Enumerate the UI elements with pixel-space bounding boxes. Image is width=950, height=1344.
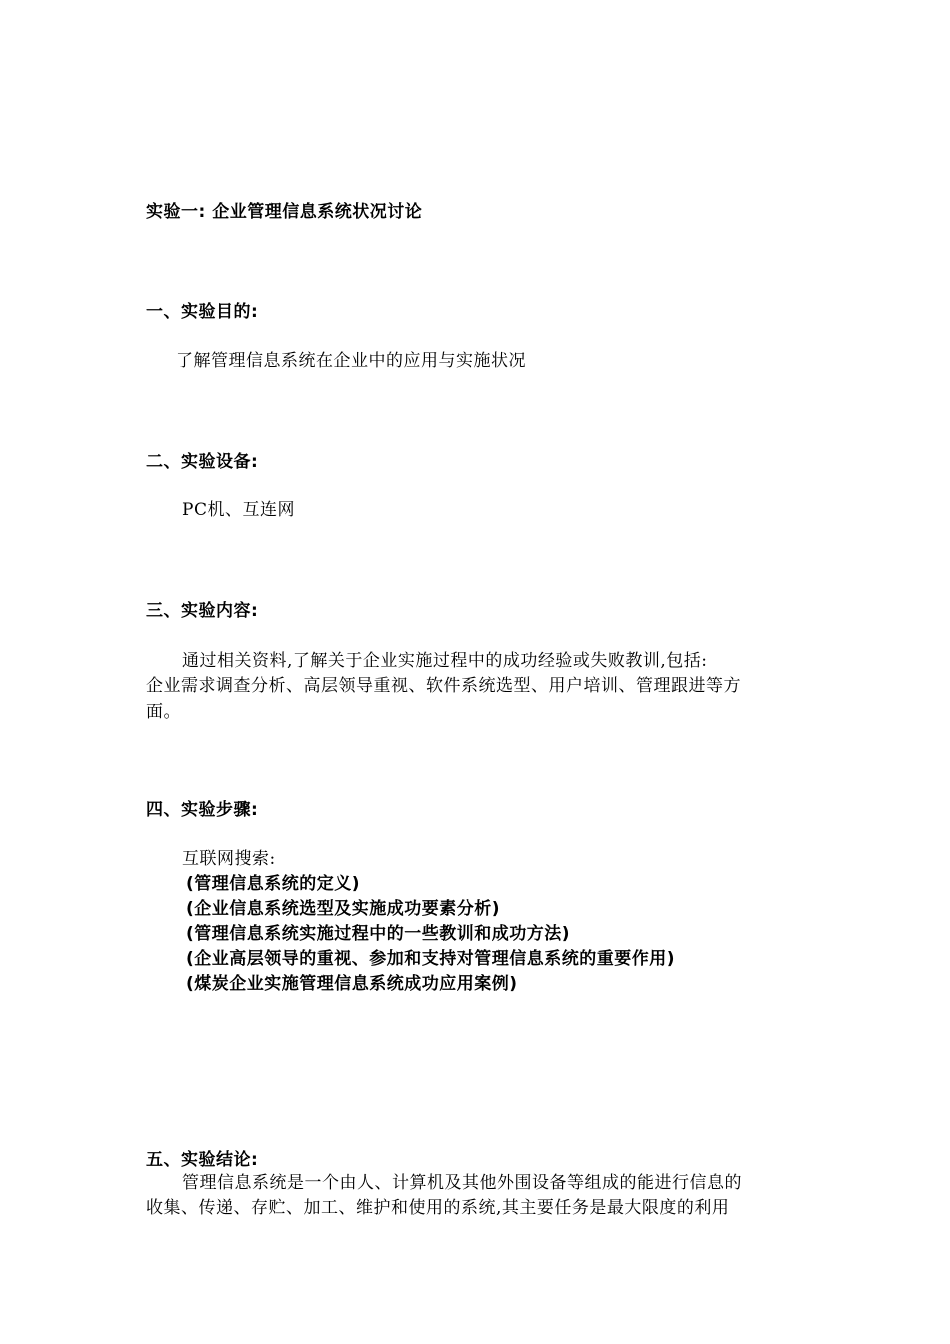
section-text-conclusion-line-1: 管理信息系统是一个由人、计算机及其他外围设备等组成的能进行信息的 <box>182 1173 742 1193</box>
section-heading-content: 三、实验内容: <box>146 601 259 621</box>
section-text-steps: 互联网搜索: <box>182 849 276 869</box>
section-heading-conclusion: 五、实验结论: <box>146 1150 259 1170</box>
section-heading-equipment: 二、实验设备: <box>146 452 259 472</box>
search-item: (企业高层领导的重视、参加和支持对管理信息系统的重要作用) <box>186 949 676 969</box>
section-text-conclusion-line-2: 收集、传递、存贮、加工、维护和使用的系统,其主要任务是最大限度的利用 <box>146 1198 730 1218</box>
section-heading-purpose: 一、实验目的: <box>146 302 259 322</box>
search-item: (企业信息系统选型及实施成功要素分析) <box>186 899 501 919</box>
search-item: (煤炭企业实施管理信息系统成功应用案例) <box>186 974 518 994</box>
search-item: (管理信息系统的定义) <box>186 874 361 894</box>
section-heading-steps: 四、实验步骤: <box>146 800 259 820</box>
document-title: 实验一: 企业管理信息系统状况讨论 <box>146 202 423 222</box>
section-text-content-line-3: 面。 <box>146 702 181 722</box>
section-text-content-line-2: 企业需求调查分析、高层领导重视、软件系统选型、用户培训、管理跟进等方 <box>146 676 741 696</box>
section-text-content-line-1: 通过相关资料,了解关于企业实施过程中的成功经验或失败教训,包括: <box>182 651 708 671</box>
section-text-equipment: PC机、互连网 <box>182 500 295 520</box>
section-text-purpose: 了解管理信息系统在企业中的应用与实施状况 <box>176 351 526 371</box>
search-item: (管理信息系统实施过程中的一些教训和成功方法) <box>186 924 571 944</box>
